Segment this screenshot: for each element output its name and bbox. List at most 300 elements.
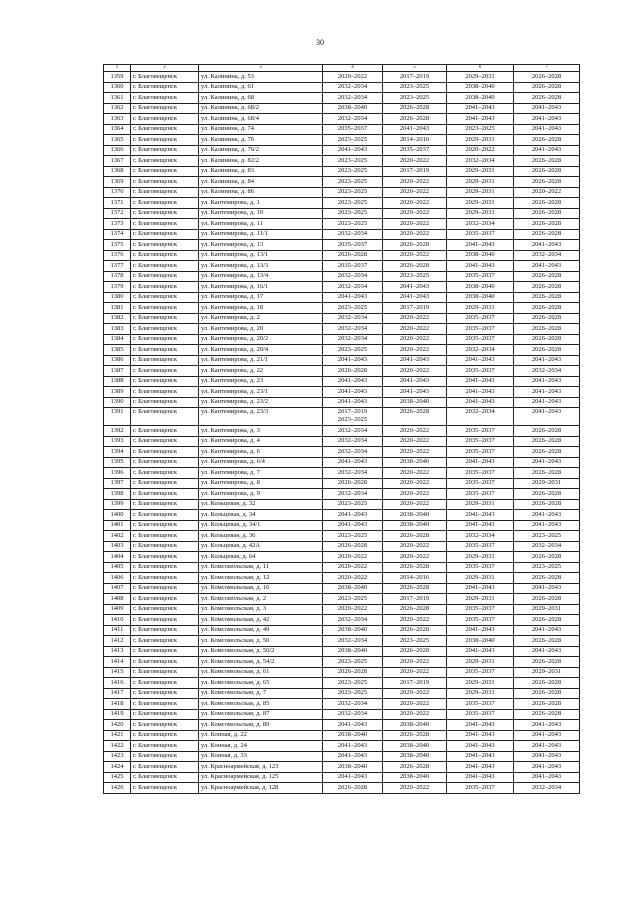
period-col-6: 2035–2037 [447, 604, 514, 615]
period-col-6: 2035–2037 [447, 313, 514, 324]
period-col-6: 2041–2043 [447, 103, 514, 114]
row-number: 1399 [104, 499, 131, 510]
table-row [104, 730, 580, 741]
city: г. Благовещенск [131, 730, 199, 741]
row-number: 1383 [104, 324, 131, 335]
period-col-4: 2032–2034 [323, 229, 383, 240]
period-col-6: 2035–2037 [447, 366, 514, 377]
period-col-5: 2038–2040 [383, 751, 447, 762]
address: ул. Комсомольская, д. 49 [199, 625, 323, 636]
header-cell: 4 [323, 65, 383, 72]
table-row [104, 313, 580, 324]
address: ул. Красноармейская, д. 125 [199, 772, 323, 783]
row-number: 1409 [104, 604, 131, 615]
city: г. Благовещенск [131, 678, 199, 689]
city: г. Благовещенск [131, 72, 199, 83]
address: ул. Кантемирова, д. 16/1 [199, 282, 323, 293]
period-col-6: 2029–2031 [447, 573, 514, 584]
city: г. Благовещенск [131, 93, 199, 104]
city: г. Благовещенск [131, 82, 199, 93]
address: ул. Кантемирова, д. 4 [199, 436, 323, 447]
row-number: 1367 [104, 156, 131, 167]
row-number: 1385 [104, 345, 131, 356]
period-col-6: 2029–2031 [447, 166, 514, 177]
period-col-4: 2032–2034 [323, 615, 383, 626]
row-number: 1396 [104, 468, 131, 479]
period-col-6: 2035–2037 [447, 615, 514, 626]
address: ул. Конная, д. 24 [199, 741, 323, 752]
row-number: 1369 [104, 177, 131, 188]
row-number: 1364 [104, 124, 131, 135]
period-col-6: 2029–2031 [447, 208, 514, 219]
period-col-4: 2041–2043 [323, 741, 383, 752]
address: ул. Калинина, д. 76/2 [199, 145, 323, 156]
city: г. Благовещенск [131, 541, 199, 552]
address: ул. Комсомольская, д. 3 [199, 604, 323, 615]
period-col-6: 2029–2031 [447, 135, 514, 146]
period-col-7: 2026–2028 [514, 657, 580, 668]
table-row [104, 772, 580, 783]
table-row [104, 468, 580, 479]
period-col-6: 2029–2031 [447, 552, 514, 563]
period-col-7: 2041–2043 [514, 103, 580, 114]
city: г. Благовещенск [131, 646, 199, 657]
address: ул. Кантемирова, д. 3 [199, 426, 323, 437]
period-col-6: 2029–2031 [447, 187, 514, 198]
city: г. Благовещенск [131, 783, 199, 794]
period-col-6: 2029–2031 [447, 594, 514, 605]
address: ул. Кантемирова, д. 1 [199, 198, 323, 209]
row-number: 1394 [104, 447, 131, 458]
city: г. Благовещенск [131, 720, 199, 731]
table-row [104, 187, 580, 198]
address: ул. Кольцевая, д. 32 [199, 499, 323, 510]
period-col-6: 2032–2034 [447, 408, 514, 426]
period-col-4: 2023–2025 [323, 219, 383, 230]
address: ул. Кантемирова, д. 20 [199, 324, 323, 335]
period-col-6: 2041–2043 [447, 625, 514, 636]
period-col-6: 2035–2037 [447, 334, 514, 345]
city: г. Благовещенск [131, 510, 199, 521]
table-row [104, 229, 580, 240]
row-number: 1397 [104, 478, 131, 489]
period-col-6: 2029–2031 [447, 678, 514, 689]
period-col-7: 2023–2025 [514, 562, 580, 573]
row-number: 1402 [104, 531, 131, 542]
period-col-4: 2023–2025 [323, 594, 383, 605]
city: г. Благовещенск [131, 625, 199, 636]
address: ул. Калинина, д. 82/2 [199, 156, 323, 167]
period-col-6: 2041–2043 [447, 751, 514, 762]
address: ул. Калинина, д. 61 [199, 82, 323, 93]
row-number: 1404 [104, 552, 131, 563]
row-number: 1392 [104, 426, 131, 437]
city: г. Благовещенск [131, 124, 199, 135]
period-col-4: 2041–2043 [323, 355, 383, 366]
table-row [104, 261, 580, 272]
row-number: 1390 [104, 397, 131, 408]
row-number: 1419 [104, 709, 131, 720]
period-col-7: 2020–2022 [514, 187, 580, 198]
address: ул. Калинина, д. 53 [199, 72, 323, 83]
period-col-6: 2041–2043 [447, 762, 514, 773]
city: г. Благовещенск [131, 334, 199, 345]
city: г. Благовещенск [131, 447, 199, 458]
table-row [104, 250, 580, 261]
period-col-5: 2020–2022 [383, 187, 447, 198]
period-col-4: 2032–2034 [323, 436, 383, 447]
period-col-4: 2023–2025 [323, 135, 383, 146]
table-row [104, 345, 580, 356]
table-row [104, 741, 580, 752]
city: г. Благовещенск [131, 135, 199, 146]
period-col-4: 2032–2034 [323, 699, 383, 710]
period-col-7: 2032–2034 [514, 541, 580, 552]
address: ул. Комсомольская, д. 50/2 [199, 646, 323, 657]
city: г. Благовещенск [131, 156, 199, 167]
row-number: 1373 [104, 219, 131, 230]
period-col-5: 2020–2022 [383, 499, 447, 510]
address: ул. Кантемирова, д. 18 [199, 303, 323, 314]
city: г. Благовещенск [131, 762, 199, 773]
period-col-6: 2041–2043 [447, 741, 514, 752]
row-number: 1405 [104, 562, 131, 573]
table-row [104, 699, 580, 710]
period-col-5: 2041–2043 [383, 292, 447, 303]
period-col-7: 2026–2028 [514, 688, 580, 699]
address: ул. Кантемирова, д. 23/1 [199, 387, 323, 398]
address: ул. Кантемирова, д. 23/2 [199, 397, 323, 408]
table-row [104, 531, 580, 542]
period-col-5: 2026–2028 [383, 762, 447, 773]
city: г. Благовещенск [131, 741, 199, 752]
city: г. Благовещенск [131, 751, 199, 762]
period-col-6: 2035–2037 [447, 541, 514, 552]
period-col-7: 2041–2043 [514, 730, 580, 741]
period-col-4: 2041–2043 [323, 720, 383, 731]
period-col-5: 2026–2028 [383, 114, 447, 125]
period-col-7: 2026–2028 [514, 699, 580, 710]
period-col-5: 2026–2028 [383, 103, 447, 114]
table-row [104, 426, 580, 437]
city: г. Благовещенск [131, 499, 199, 510]
period-col-5: 2023–2025 [383, 93, 447, 104]
row-number: 1363 [104, 114, 131, 125]
period-col-4: 2041–2043 [323, 751, 383, 762]
address: ул. Комсомольская, д. 2 [199, 594, 323, 605]
period-col-4: 2026–2028 [323, 250, 383, 261]
period-col-4: 2032–2034 [323, 709, 383, 720]
period-col-5: 2014–2016 [383, 135, 447, 146]
row-number: 1408 [104, 594, 131, 605]
period-col-7: 2041–2043 [514, 520, 580, 531]
row-number: 1368 [104, 166, 131, 177]
row-number: 1410 [104, 615, 131, 626]
city: г. Благовещенск [131, 657, 199, 668]
city: г. Благовещенск [131, 562, 199, 573]
row-number: 1370 [104, 187, 131, 198]
period-col-4: 2032–2034 [323, 636, 383, 647]
period-col-5: 2017–2019 [383, 166, 447, 177]
city: г. Благовещенск [131, 177, 199, 188]
row-number: 1403 [104, 541, 131, 552]
table-row [104, 93, 580, 104]
period-col-4: 2026–2028 [323, 783, 383, 794]
period-col-5: 2020–2022 [383, 313, 447, 324]
period-col-6: 2035–2037 [447, 229, 514, 240]
period-col-7: 2029–2031 [514, 604, 580, 615]
period-col-7: 2029–2031 [514, 667, 580, 678]
period-col-7: 2041–2043 [514, 240, 580, 251]
city: г. Благовещенск [131, 688, 199, 699]
period-col-6: 2041–2043 [447, 772, 514, 783]
period-col-4: 2032–2034 [323, 93, 383, 104]
period-col-5: 2026–2028 [383, 240, 447, 251]
row-number: 1401 [104, 520, 131, 531]
period-col-7: 2026–2028 [514, 709, 580, 720]
period-col-7: 2026–2028 [514, 271, 580, 282]
period-col-6: 2038–2040 [447, 636, 514, 647]
period-col-6: 2020–2022 [447, 145, 514, 156]
period-col-6: 2023–2025 [447, 124, 514, 135]
period-col-4: 2023–2025 [323, 166, 383, 177]
row-number: 1416 [104, 678, 131, 689]
address: ул. Конная, д. 22 [199, 730, 323, 741]
period-col-5: 2020–2022 [383, 198, 447, 209]
city: г. Благовещенск [131, 303, 199, 314]
row-number: 1418 [104, 699, 131, 710]
city: г. Благовещенск [131, 387, 199, 398]
address: ул. Комсомольская, д. 50 [199, 636, 323, 647]
table-row [104, 124, 580, 135]
period-col-4: 2038–2040 [323, 646, 383, 657]
period-col-7: 2026–2028 [514, 198, 580, 209]
period-col-5: 2038–2040 [383, 741, 447, 752]
period-col-7: 2026–2028 [514, 499, 580, 510]
period-col-7: 2026–2028 [514, 615, 580, 626]
row-number: 1423 [104, 751, 131, 762]
period-col-5: 2026–2028 [383, 583, 447, 594]
address: ул. Конная, д. 33 [199, 751, 323, 762]
row-number: 1400 [104, 510, 131, 521]
period-col-4: 2032–2034 [323, 114, 383, 125]
period-col-6: 2029–2031 [447, 688, 514, 699]
city: г. Благовещенск [131, 114, 199, 125]
row-number: 1421 [104, 730, 131, 741]
period-col-5: 2020–2022 [383, 345, 447, 356]
period-col-4: 2020–2022 [323, 604, 383, 615]
period-col-6: 2041–2043 [447, 720, 514, 731]
period-col-5: 2020–2022 [383, 334, 447, 345]
address: ул. Кантемирова, д. 13/3 [199, 261, 323, 272]
address: ул. Кантемирова, д. 11/1 [199, 229, 323, 240]
period-col-6: 2035–2037 [447, 699, 514, 710]
table-row [104, 499, 580, 510]
address: ул. Калинина, д. 68/4 [199, 114, 323, 125]
period-col-4: 2032–2034 [323, 313, 383, 324]
period-col-7: 2026–2028 [514, 345, 580, 356]
period-col-7: 2026–2028 [514, 324, 580, 335]
address: ул. Кольцевая, д. 42А [199, 541, 323, 552]
period-col-7: 2026–2028 [514, 208, 580, 219]
address: ул. Кольцевая, д. 64 [199, 552, 323, 563]
header-cell: 1 [104, 65, 131, 72]
city: г. Благовещенск [131, 240, 199, 251]
period-col-7: 2026–2028 [514, 334, 580, 345]
period-col-6: 2041–2043 [447, 261, 514, 272]
city: г. Благовещенск [131, 208, 199, 219]
period-col-5: 2020–2022 [383, 709, 447, 720]
table-row [104, 292, 580, 303]
period-col-7: 2041–2043 [514, 261, 580, 272]
period-col-7: 2032–2034 [514, 366, 580, 377]
address: ул. Кантемирова, д. 20/2 [199, 334, 323, 345]
row-number: 1381 [104, 303, 131, 314]
city: г. Благовещенск [131, 615, 199, 626]
city: г. Благовещенск [131, 282, 199, 293]
period-col-6: 2035–2037 [447, 324, 514, 335]
period-col-7: 2023–2025 [514, 531, 580, 542]
city: г. Благовещенск [131, 531, 199, 542]
table-row [104, 166, 580, 177]
address: ул. Кантемирова, д. 20/4 [199, 345, 323, 356]
address: ул. Калинина, д. 76 [199, 135, 323, 146]
period-col-7: 2026–2028 [514, 82, 580, 93]
city: г. Благовещенск [131, 271, 199, 282]
city: г. Благовещенск [131, 397, 199, 408]
period-col-4: 2023–2025 [323, 303, 383, 314]
period-col-7: 2041–2043 [514, 720, 580, 731]
period-col-5: 2020–2022 [383, 447, 447, 458]
period-col-4: 2041–2043 [323, 397, 383, 408]
period-col-7: 2026–2028 [514, 219, 580, 230]
period-col-6: 2041–2043 [447, 510, 514, 521]
period-col-5: 2020–2022 [383, 667, 447, 678]
period-col-5: 2020–2022 [383, 177, 447, 188]
period-col-6: 2041–2043 [447, 376, 514, 387]
row-number: 1382 [104, 313, 131, 324]
address: ул. Комсомольская, д. 12 [199, 573, 323, 584]
table-row [104, 783, 580, 794]
address: ул. Комсомольская, д. 11 [199, 562, 323, 573]
city: г. Благовещенск [131, 573, 199, 584]
period-col-6: 2035–2037 [447, 783, 514, 794]
period-col-5: 2020–2022 [383, 208, 447, 219]
period-line: 2017–2019 [337, 408, 368, 415]
city: г. Благовещенск [131, 520, 199, 531]
period-col-6: 2035–2037 [447, 426, 514, 437]
period-col-4: 2032–2034 [323, 468, 383, 479]
period-line: 2023–2025 [337, 415, 368, 423]
period-col-5: 2041–2043 [383, 282, 447, 293]
period-col-5: 2041–2043 [383, 124, 447, 135]
address: ул. Кантемирова, д. 9 [199, 489, 323, 500]
period-col-5: 2020–2022 [383, 156, 447, 167]
period-col-7: 2041–2043 [514, 114, 580, 125]
row-number: 1426 [104, 783, 131, 794]
period-col-6: 2038–2040 [447, 292, 514, 303]
period-col-4: 2041–2043 [323, 510, 383, 521]
table-row [104, 177, 580, 188]
city: г. Благовещенск [131, 292, 199, 303]
period-col-5: 2020–2022 [383, 541, 447, 552]
address: ул. Калинина, д. 84 [199, 177, 323, 188]
period-col-4: 2032–2034 [323, 489, 383, 500]
period-col-4: 2041–2043 [323, 457, 383, 468]
period-col-6: 2035–2037 [447, 489, 514, 500]
period-col-5: 2017–2019 [383, 594, 447, 605]
period-col-5: 2020–2022 [383, 426, 447, 437]
period-col-6: 2038–2040 [447, 82, 514, 93]
row-number: 1415 [104, 667, 131, 678]
period-col-7: 2026–2028 [514, 678, 580, 689]
address: ул. Комсомольская, д. 87 [199, 709, 323, 720]
period-col-5: 2020–2022 [383, 552, 447, 563]
period-col-5: 2041–2043 [383, 376, 447, 387]
period-col-7: 2041–2043 [514, 376, 580, 387]
row-number: 1366 [104, 145, 131, 156]
address: ул. Комсомольская, д. 89 [199, 720, 323, 731]
city: г. Благовещенск [131, 313, 199, 324]
period-col-5: 2020–2022 [383, 250, 447, 261]
city: г. Благовещенск [131, 229, 199, 240]
period-col-6: 2032–2034 [447, 345, 514, 356]
column-number-row [104, 65, 580, 72]
period-col-4: 2032–2034 [323, 334, 383, 345]
period-col-6: 2029–2031 [447, 303, 514, 314]
address: ул. Кантемирова, д. 23 [199, 376, 323, 387]
table-row [104, 366, 580, 377]
address: ул. Комсомольская, д. 65 [199, 678, 323, 689]
table-row [104, 334, 580, 345]
table-row [104, 583, 580, 594]
period-col-7: 2026–2028 [514, 282, 580, 293]
table-row [104, 657, 580, 668]
address: ул. Красноармейская, д. 128 [199, 783, 323, 794]
table-row [104, 562, 580, 573]
table-row [104, 376, 580, 387]
period-col-6: 2035–2037 [447, 478, 514, 489]
period-col-7: 2041–2043 [514, 741, 580, 752]
row-number: 1414 [104, 657, 131, 668]
period-col-5: 2026–2028 [383, 408, 447, 426]
address: ул. Красноармейская, д. 123 [199, 762, 323, 773]
period-col-4: 2032–2034 [323, 271, 383, 282]
city: г. Благовещенск [131, 145, 199, 156]
address: ул. Кантемирова, д. 17 [199, 292, 323, 303]
period-col-4: 2020–2022 [323, 573, 383, 584]
period-col-6: 2035–2037 [447, 667, 514, 678]
period-col-7: 2041–2043 [514, 408, 580, 426]
city: г. Благовещенск [131, 261, 199, 272]
period-col-6: 2029–2031 [447, 198, 514, 209]
period-col-6: 2032–2034 [447, 531, 514, 542]
period-col-6: 2041–2043 [447, 583, 514, 594]
period-col-7: 2026–2028 [514, 436, 580, 447]
period-col-5: 2020–2022 [383, 783, 447, 794]
city: г. Благовещенск [131, 709, 199, 720]
city: г. Благовещенск [131, 408, 199, 426]
period-col-7: 2026–2028 [514, 594, 580, 605]
address: ул. Комсомольская, д. 54/2 [199, 657, 323, 668]
period-col-6: 2029–2031 [447, 177, 514, 188]
address: ул. Кантемирова, д. 8 [199, 478, 323, 489]
row-number: 1359 [104, 72, 131, 83]
table-row [104, 636, 580, 647]
city: г. Благовещенск [131, 426, 199, 437]
address: ул. Кантемирова, д. 13/4 [199, 271, 323, 282]
table-row [104, 625, 580, 636]
